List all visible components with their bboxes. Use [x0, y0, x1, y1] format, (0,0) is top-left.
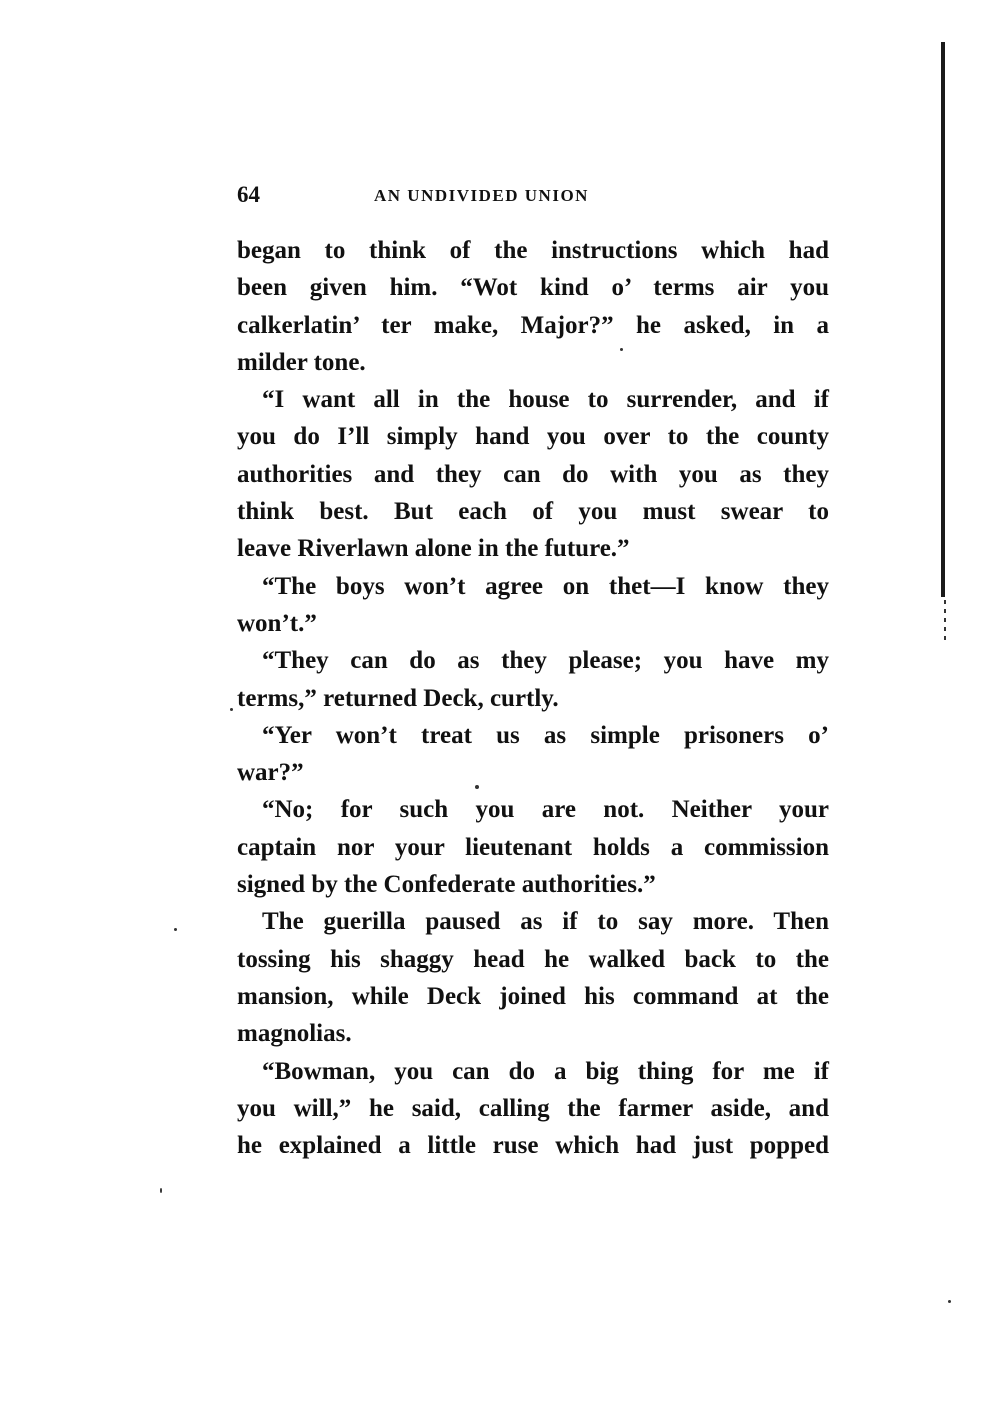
text-line: you do I’ll simply hand you over to the county — [237, 423, 829, 451]
text-line: The guerilla paused as if to say more. Then — [262, 908, 829, 936]
text-line: won’t.” — [237, 609, 317, 637]
text-line: been given him. “Wot kind o’ terms air you — [237, 274, 829, 302]
scan-speck — [230, 708, 233, 711]
running-head: AN UNDIVIDED UNION — [374, 186, 589, 205]
scan-speck — [620, 348, 623, 351]
text-line: “They can do as they please; you have my — [262, 647, 829, 675]
text-line: mansion, while Deck joined his command at the — [237, 982, 829, 1010]
text-line: magnolias. — [237, 1020, 352, 1048]
text-line: tossing his shaggy head he walked back to the — [237, 945, 829, 973]
scan-speck — [160, 1188, 162, 1193]
text-line: he explained a little ruse which had just popped — [237, 1132, 829, 1160]
text-line: “Bowman, you can do a big thing for me if — [262, 1057, 829, 1085]
text-line: leave Riverlawn alone in the future.” — [237, 535, 630, 563]
text-line: “No; for such you are not. Neither your — [262, 796, 829, 824]
text-line: milder tone. — [237, 348, 366, 376]
scan-speck — [174, 928, 177, 931]
text-line: war?” — [237, 759, 304, 787]
page-header — [237, 180, 829, 216]
scan-speck — [948, 1300, 951, 1303]
page-edge-tick — [944, 600, 946, 640]
text-line: “The boys won’t agree on thet—I know they — [262, 572, 829, 600]
text-line: terms,” returned Deck, curtly. — [237, 684, 559, 712]
page-number: 64 — [237, 182, 260, 207]
text-line: “I want all in the house to surrender, and if — [262, 386, 829, 414]
scan-speck — [475, 785, 479, 789]
text-line: calkerlatin’ ter make, Major?” he asked, in a — [237, 311, 829, 339]
text-line: began to think of the instructions which had — [237, 237, 829, 264]
text-line: signed by the Confederate authorities.” — [237, 871, 656, 899]
page-edge-shadow — [941, 42, 945, 597]
text-line: “Yer won’t treat us as simple prisoners o’ — [262, 721, 829, 749]
body-text — [237, 232, 829, 1164]
text-line: authorities and they can do with you as they — [237, 460, 829, 488]
text-line: you will,” he said, calling the farmer aside, and — [237, 1094, 829, 1122]
text-line: captain nor your lieutenant holds a commission — [237, 833, 829, 861]
text-line: think best. But each of you must swear to — [237, 498, 829, 526]
